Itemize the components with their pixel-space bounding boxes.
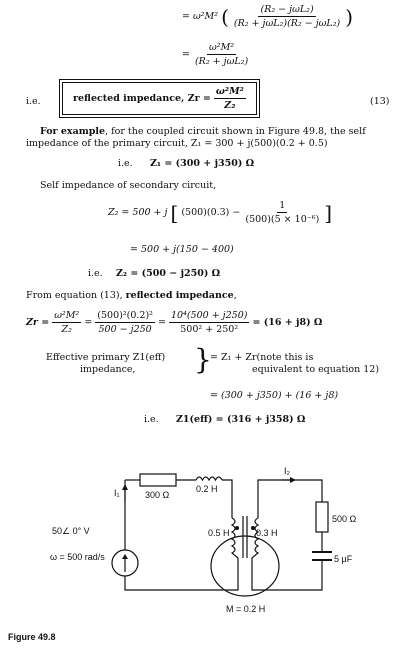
zr-eq-1: = [84, 317, 93, 328]
label-r1: 300 Ω [145, 490, 170, 500]
z2-result: Z₂ = (500 − j250) Ω [116, 268, 221, 279]
z2-ie: i.e. [88, 268, 103, 279]
dot-primary [235, 526, 239, 530]
equation-number: (13) [370, 96, 390, 107]
z2-line-2: = 500 + j(150 − 400) [130, 244, 234, 255]
eq1-lhs: = ω²M² [182, 11, 219, 22]
reflected-denominator: Z₂ [224, 100, 236, 111]
secondary-top-wire [258, 480, 322, 518]
label-r2: 500 Ω [332, 514, 357, 524]
label-m: M = 0.2 H [226, 604, 266, 614]
zr-lhs: Zr = [26, 317, 50, 328]
zr-f3-den: 500² + 250² [180, 324, 239, 335]
eq1-denominator: (R₂ + jωL₂)(R₂ − jωL₂) [233, 18, 341, 29]
resistor-500 [316, 502, 328, 532]
eq1-numerator: (R₂ − jωL₂) [260, 4, 314, 15]
label-lp: 0.5 H [208, 528, 230, 538]
zr-fraction-2 [95, 310, 155, 335]
eq2-fraction [193, 42, 250, 67]
zr-eq-2: = [157, 317, 166, 328]
example-lead: For example [40, 126, 106, 137]
equation-line-2 [182, 42, 250, 67]
label-ls: 0.3 H [256, 528, 278, 538]
arrow-i1-head [122, 484, 128, 490]
resistor-300 [140, 474, 176, 486]
zr-f2-num: (500)²(0.2)² [97, 310, 153, 321]
reflected-label: reflected impedance, Zr = [73, 93, 211, 104]
from-equation-lead: From equation (13), [26, 290, 126, 301]
eq2-denominator: (R₂ + jωL₂) [194, 56, 249, 67]
zr-fraction-3 [169, 310, 250, 335]
zr-fraction-1 [52, 310, 81, 335]
z2-numerator: 1 [279, 200, 286, 211]
label-omega: ω = 500 rad/s [50, 552, 105, 562]
effective-brace: } [194, 343, 212, 376]
right-bracket: ] [324, 200, 333, 225]
example-paragraph [40, 126, 415, 138]
left-bracket: [ [170, 200, 179, 225]
reflected-fraction [214, 86, 246, 111]
effective-rhs-1: = Z₁ + Zr(note this is [210, 352, 314, 363]
arrow-i2-head [290, 477, 296, 483]
effective-rhs-2: equivalent to equation 12) [252, 364, 380, 375]
reflected-ie: i.e. [26, 96, 41, 107]
left-paren: ( [221, 4, 229, 29]
from-equation-comma: , [233, 290, 237, 301]
primary-coil [232, 518, 238, 568]
example-text-1: , for the coupled circuit shown in Figure 49.8, the self [105, 126, 366, 137]
primary-top-wire-right [222, 480, 232, 518]
eq1-fraction [232, 4, 342, 29]
right-paren: ) [345, 4, 354, 29]
label-i2: I₂ [284, 466, 290, 476]
zr-f1-num: ω²M² [54, 310, 80, 321]
reflected-impedance-box [62, 82, 257, 115]
from-equation-bold: reflected impedance [125, 290, 234, 301]
reflected-numerator: ω²M² [215, 86, 244, 97]
coupled-circuit-diagram [0, 440, 420, 620]
effective-ie: i.e. [144, 414, 159, 425]
effective-result: Z1(eff) = (316 + j358) Ω [176, 414, 306, 425]
zr-result: = (16 + j8) Ω [252, 317, 323, 328]
effective-label-1: Effective primary Z1(eff) [46, 352, 166, 363]
zr-f2-den: 500 − j250 [98, 324, 152, 335]
eq2-equals: = [182, 49, 190, 60]
dot-secondary [251, 526, 255, 530]
eq2-numerator: ω²M² [209, 42, 235, 53]
z2-denominator: (500)(5 × 10⁻⁶) [245, 214, 320, 225]
label-source: 50∠ 0° V [52, 526, 90, 536]
label-c: 5 μF [334, 554, 353, 564]
effective-label-2: impedance, [80, 364, 136, 375]
example-text-2: impedance of the primary circuit, Z₁ = 300 + j(500)(0.2 + 0.5) [26, 138, 328, 149]
z1-ie: i.e. [118, 158, 133, 169]
secondary-intro: Self impedance of secondary circuit, [40, 180, 217, 191]
effective-line-2: = (300 + j350) + (16 + j8) [210, 390, 339, 401]
figure-caption: Figure 49.8 [8, 632, 56, 642]
zr-f1-den: Z₂ [61, 324, 72, 335]
zr-equation [26, 310, 322, 335]
secondary-bottom-wire [252, 560, 322, 590]
secondary-coil [252, 518, 258, 568]
mutual-coupling-loop [211, 536, 279, 596]
z2-lhs: Z₂ = 500 + j [108, 207, 168, 218]
z2-term: (500)(0.3) − [181, 207, 241, 218]
label-l1: 0.2 H [196, 484, 218, 494]
zr-f3-num: 10⁴(500 + j250) [170, 310, 248, 321]
equation-line-1 [182, 4, 353, 29]
from-equation-line [26, 290, 237, 301]
inductor-0-2 [196, 477, 222, 480]
z2-fraction [243, 200, 321, 225]
label-i1: I₁ [114, 488, 120, 498]
z1-result: Z₁ = (300 + j350) Ω [150, 158, 255, 169]
z2-equation [108, 200, 332, 225]
